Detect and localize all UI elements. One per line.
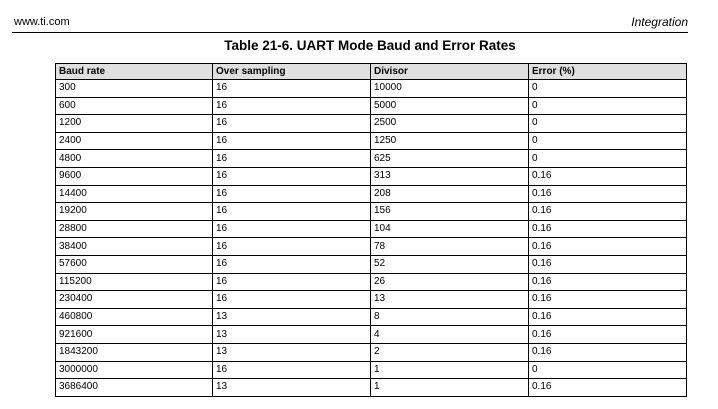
error-cell: 0.16 (529, 255, 687, 273)
baud-rate-cell: 115200 (56, 273, 213, 291)
over-sampling-cell: 13 (213, 343, 371, 361)
baud-rate-cell: 9600 (56, 167, 213, 185)
over-sampling-cell: 16 (213, 361, 371, 379)
baud-rate-cell: 230400 (56, 291, 213, 309)
divisor-cell: 5000 (371, 97, 529, 115)
baud-rate-cell: 14400 (56, 185, 213, 203)
table-row (56, 379, 687, 397)
table-row (56, 167, 687, 185)
over-sampling-cell: 16 (213, 167, 371, 185)
divisor-cell: 1 (371, 379, 529, 397)
table-title: Table 21-6. UART Mode Baud and Error Rates (224, 38, 516, 53)
table-row (56, 326, 687, 344)
error-cell: 0.16 (529, 203, 687, 221)
baud-rate-cell: 3686400 (56, 379, 213, 397)
error-cell: 0.16 (529, 326, 687, 344)
table-row (56, 150, 687, 168)
table-row (56, 132, 687, 150)
table-row (56, 255, 687, 273)
table-row (56, 220, 687, 238)
error-cell: 0.16 (529, 185, 687, 203)
divisor-cell: 208 (371, 185, 529, 203)
over-sampling-cell: 16 (213, 273, 371, 291)
baud-rate-cell: 921600 (56, 326, 213, 344)
over-sampling-cell: 16 (213, 203, 371, 221)
column-header-over-sampling: Over sampling (213, 64, 371, 80)
baud-rate-cell: 2400 (56, 132, 213, 150)
table-row (56, 115, 687, 133)
divisor-cell: 52 (371, 255, 529, 273)
divisor-cell: 8 (371, 308, 529, 326)
table-row (56, 203, 687, 221)
divisor-cell: 1250 (371, 132, 529, 150)
baud-rate-cell: 28800 (56, 220, 213, 238)
table-row (56, 291, 687, 309)
over-sampling-cell: 16 (213, 80, 371, 98)
error-cell: 0.16 (529, 308, 687, 326)
over-sampling-cell: 13 (213, 308, 371, 326)
divisor-cell: 313 (371, 167, 529, 185)
divisor-cell: 625 (371, 150, 529, 168)
page-header (12, 14, 688, 33)
over-sampling-cell: 16 (213, 132, 371, 150)
over-sampling-cell: 16 (213, 255, 371, 273)
over-sampling-cell: 16 (213, 185, 371, 203)
baud-rate-cell: 600 (56, 97, 213, 115)
column-header-error: Error (%) (529, 64, 687, 80)
over-sampling-cell: 16 (213, 115, 371, 133)
table-row (56, 238, 687, 256)
table-row (56, 361, 687, 379)
over-sampling-cell: 16 (213, 150, 371, 168)
baud-rate-cell: 1200 (56, 115, 213, 133)
error-cell: 0.16 (529, 343, 687, 361)
error-cell: 0.16 (529, 379, 687, 397)
divisor-cell: 13 (371, 291, 529, 309)
column-header-baud-rate: Baud rate (56, 64, 213, 80)
error-cell: 0.16 (529, 220, 687, 238)
baud-rate-cell: 57600 (56, 255, 213, 273)
error-cell: 0 (529, 361, 687, 379)
divisor-cell: 2 (371, 343, 529, 361)
error-cell: 0.16 (529, 238, 687, 256)
section-name: Integration (631, 15, 688, 29)
table-body (56, 80, 687, 397)
table-row (56, 185, 687, 203)
error-cell: 0 (529, 80, 687, 98)
divisor-cell: 4 (371, 326, 529, 344)
over-sampling-cell: 16 (213, 97, 371, 115)
table-row (56, 308, 687, 326)
over-sampling-cell: 13 (213, 379, 371, 397)
baud-rate-cell: 38400 (56, 238, 213, 256)
table-row (56, 273, 687, 291)
over-sampling-cell: 13 (213, 326, 371, 344)
error-cell: 0.16 (529, 291, 687, 309)
divisor-cell: 104 (371, 220, 529, 238)
error-cell: 0 (529, 150, 687, 168)
over-sampling-cell: 16 (213, 220, 371, 238)
error-cell: 0 (529, 97, 687, 115)
baud-rate-table (55, 63, 687, 397)
baud-rate-cell: 19200 (56, 203, 213, 221)
error-cell: 0.16 (529, 273, 687, 291)
column-header-divisor: Divisor (371, 64, 529, 80)
divisor-cell: 1 (371, 361, 529, 379)
divisor-cell: 26 (371, 273, 529, 291)
divisor-cell: 156 (371, 203, 529, 221)
error-cell: 0 (529, 115, 687, 133)
error-cell: 0.16 (529, 167, 687, 185)
table-row (56, 80, 687, 98)
divisor-cell: 10000 (371, 80, 529, 98)
table-header-row (56, 64, 687, 80)
over-sampling-cell: 16 (213, 238, 371, 256)
baud-rate-cell: 460800 (56, 308, 213, 326)
baud-rate-cell: 1843200 (56, 343, 213, 361)
site-url[interactable]: www.ti.com (14, 16, 70, 28)
over-sampling-cell: 16 (213, 291, 371, 309)
baud-rate-cell: 4800 (56, 150, 213, 168)
table-row (56, 97, 687, 115)
divisor-cell: 78 (371, 238, 529, 256)
table-row (56, 343, 687, 361)
baud-rate-cell: 3000000 (56, 361, 213, 379)
baud-rate-cell: 300 (56, 80, 213, 98)
divisor-cell: 2500 (371, 115, 529, 133)
error-cell: 0 (529, 132, 687, 150)
